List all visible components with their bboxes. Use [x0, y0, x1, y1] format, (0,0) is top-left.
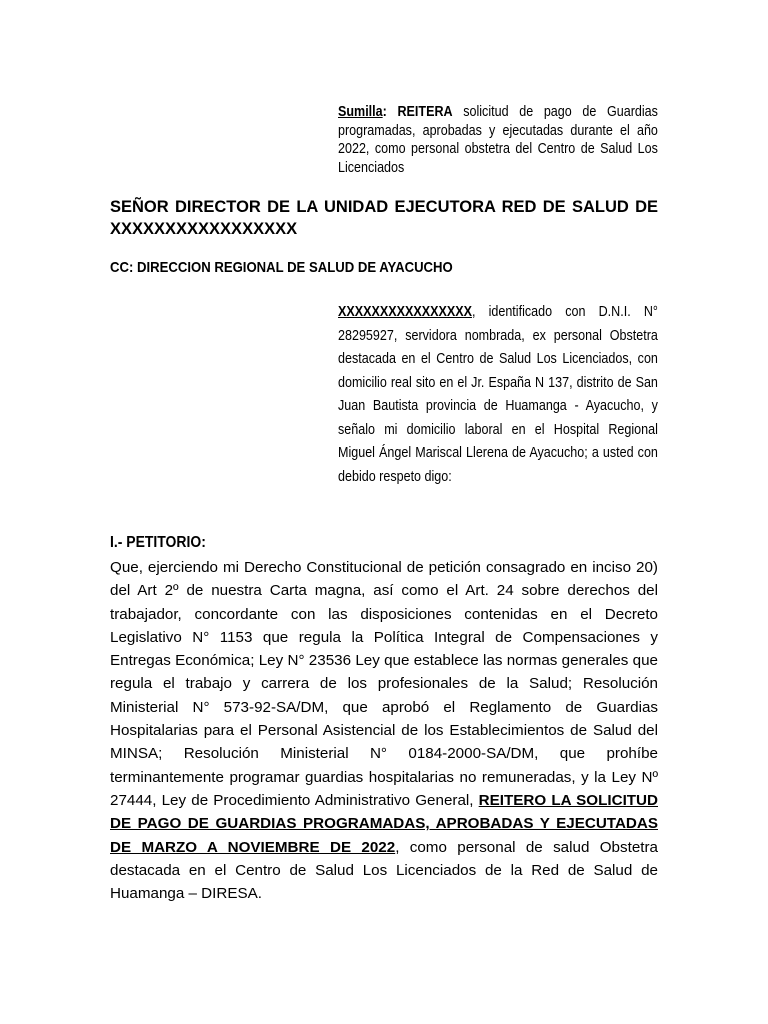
cc-text: CC: DIRECCION REGIONAL DE SALUD DE AYACUCHO: [110, 260, 453, 276]
cc-heading: [110, 260, 491, 276]
petitorio-text-after: , como personal de salud Obstetra destacada en el Centro de Salud Los Licenciados de la Red de Salud de Huamanga – DIRESA.: [110, 838, 658, 903]
sumilla-colon: :: [382, 104, 387, 120]
petitorio-paragraph: [110, 556, 658, 905]
petitorio-title: [110, 534, 217, 552]
applicant-name: XXXXXXXXXXXXXXXX: [338, 304, 472, 320]
sumilla-label: Sumilla: [338, 104, 383, 120]
identification-block: [338, 301, 658, 489]
sumilla-keyword: REITERA: [397, 104, 453, 120]
petitorio-text-before: Que, ejerciendo mi Derecho Constitucional de petición consagrado en inciso 20) del Art 2º de nuestra Carta magna, así como el Art. 24 sobre derechos del trabajador, concordante con las disposiciones contenidas en el Decreto Legislativo N° 1153 que regula la Política Integral de Compensaciones y Entregas Económica; Ley N° 23536 Ley que establece las normas generales que regula el trabajo y carrera de los profesionales de la Salud; Resolución Ministerial N° 573-92-SA/DM, que aprobó el Reglamento de Guardias Hospitalarias para el Personal Asistencial de los Establecimientos de Salud del MINSA; Resolución Ministerial N° 0184-2000-SA/DM, que prohíbe terminantemente programar guardias hospitalarias no remuneradas, y la Ley Nº 27444, Ley de Procedimiento Administrativo General,: [110, 559, 658, 809]
addressee-line-1: SEÑOR DIRECTOR DE LA UNIDAD EJECUTORA RED DE SALUD DE: [110, 198, 658, 216]
petitorio-title-text: I.- PETITORIO:: [110, 534, 206, 551]
sumilla-block: [338, 103, 658, 177]
addressee-heading: [110, 196, 658, 240]
petitorio-emphasis: REITERO LA SOLICITUD DE PAGO DE GUARDIAS PROGRAMADAS, APROBADAS Y EJECUTADAS DE MARZO A NOVIEMBRE DE 2022: [110, 791, 658, 856]
identification-text: , identificado con D.N.I. N° 28295927, servidora nombrada, ex personal Obstetra destacada en el Centro de Salud Los Licenciados, con domicilio real sito en el Jr. España N 137, distrito de San Juan Bautista provincia de Huamanga - Ayacucho, y señalo mi domicilio laboral en el Hospital Regional Miguel Ángel Mariscal Llerena de Ayacucho; a usted con debido respeto digo:: [338, 304, 658, 485]
addressee-line-2: XXXXXXXXXXXXXXXXX: [110, 220, 298, 238]
sumilla-text: solicitud de pago de Guardias programadas, aprobadas y ejecutadas durante el año 2022, como personal obstetra del Centro de Salud Los Licenciados: [338, 104, 658, 176]
